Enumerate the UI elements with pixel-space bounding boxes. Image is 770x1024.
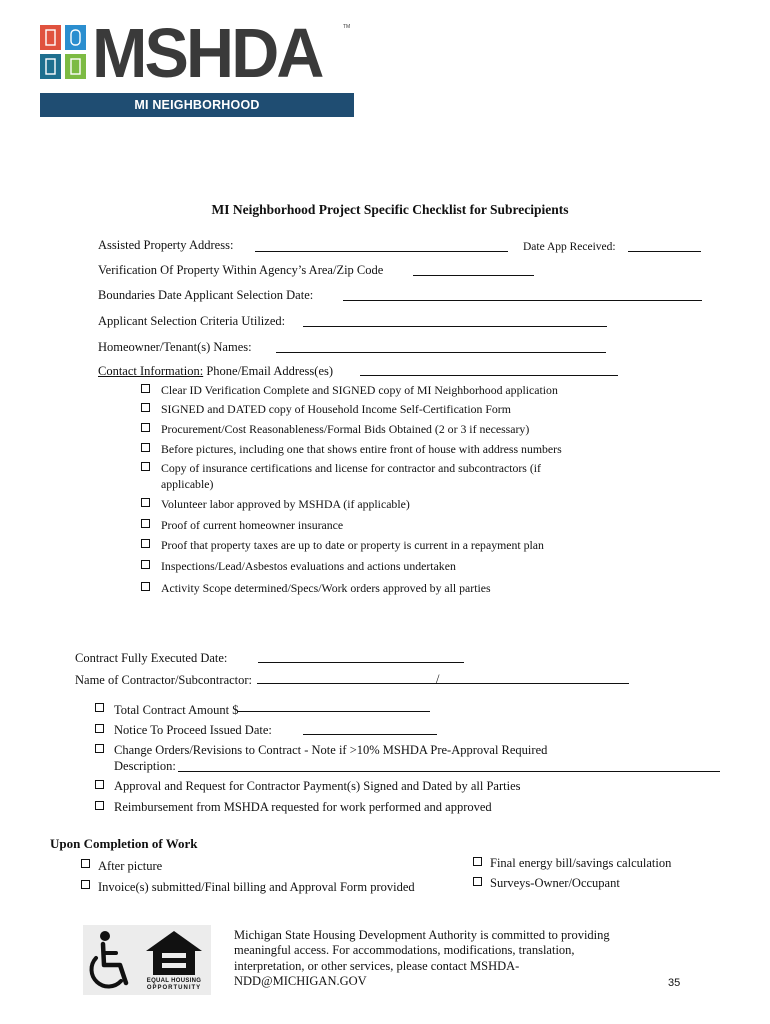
checkbox-reimbursement[interactable]	[95, 801, 104, 810]
invoice-label: Invoice(s) submitted/Final billing and Approval Form provided	[98, 880, 415, 894]
date-app-received-label: Date App Received:	[523, 241, 616, 253]
checkbox-income-cert[interactable]	[141, 403, 150, 412]
item-insurance-certs-cont: applicable)	[161, 477, 214, 491]
contractor-name-line[interactable]	[257, 683, 629, 684]
contact-information-line[interactable]	[360, 375, 618, 376]
completion-heading: Upon Completion of Work	[50, 836, 198, 851]
item-income-cert: SIGNED and DATED copy of Household Income Self-Certification Form	[161, 402, 511, 416]
assisted-property-address-label: Assisted Property Address:	[98, 238, 234, 252]
total-contract-label: Total Contract Amount $	[114, 703, 239, 717]
homeowner-names-label: Homeowner/Tenant(s) Names:	[98, 340, 252, 354]
selection-criteria-label: Applicant Selection Criteria Utilized:	[98, 314, 286, 328]
checkbox-surveys[interactable]	[473, 877, 482, 886]
equal-housing-logo	[137, 925, 211, 995]
assisted-property-address-line[interactable]	[255, 251, 508, 252]
item-activity-scope: Activity Scope determined/Specs/Work orders approved by all parties	[161, 581, 491, 595]
checkbox-property-taxes[interactable]	[141, 539, 150, 548]
wheelchair-accessibility-icon	[83, 925, 137, 995]
logo-banner-text: MI NEIGHBORHOOD	[134, 98, 260, 112]
contact-information-label	[98, 364, 333, 378]
energy-bill-label: Final energy bill/savings calculation	[490, 856, 672, 870]
description-line[interactable]	[178, 771, 720, 772]
mshda-logo	[40, 14, 356, 118]
change-orders-label: Change Orders/Revisions to Contract - Note if >10% MSHDA Pre-Approval Required	[114, 743, 548, 757]
description-label: Description:	[114, 759, 176, 773]
checkbox-before-pictures[interactable]	[141, 443, 150, 452]
contact-information-detail: Phone/Email Address(es)	[203, 364, 334, 378]
equal-housing-text-2: OPPORTUNITY	[146, 985, 202, 991]
checkbox-inspections[interactable]	[141, 560, 150, 569]
total-contract-line[interactable]	[238, 711, 430, 712]
page-number: 35	[668, 977, 681, 989]
item-insurance-certs: Copy of insurance certifications and license for contractor and subcontractors (if	[161, 461, 541, 475]
date-app-received-line[interactable]	[628, 251, 701, 252]
equal-housing-house-icon	[144, 929, 204, 977]
checkbox-change-orders[interactable]	[95, 744, 104, 753]
footer-notice-line-2: meaningful access. For accommodations, modifications, translation,	[234, 943, 575, 957]
page-title: MI Neighborhood Project Specific Checklist for Subrecipients	[211, 202, 569, 217]
logo-door-icons	[40, 25, 86, 79]
verification-line[interactable]	[413, 275, 534, 276]
logo-wordmark: MSHDA	[92, 14, 322, 92]
footer-contact-email[interactable]: NDD@MICHIGAN.GOV	[234, 974, 367, 988]
item-homeowner-insurance: Proof of current homeowner insurance	[161, 518, 344, 532]
item-clear-id: Clear ID Verification Complete and SIGNED copy of MI Neighborhood application	[161, 383, 558, 397]
notice-to-proceed-label: Notice To Proceed Issued Date:	[114, 723, 272, 737]
item-procurement: Procurement/Cost Reasonableness/Formal Bids Obtained (2 or 3 if necessary)	[161, 422, 530, 436]
logo-trademark: TM	[343, 24, 351, 30]
checkbox-energy-bill[interactable]	[473, 857, 482, 866]
contractor-slash: /	[436, 672, 440, 686]
equal-housing-text-1: EQUAL HOUSING	[146, 978, 202, 984]
item-before-pictures: Before pictures, including one that shows entire front of house with address numbers	[161, 442, 562, 456]
selection-criteria-line[interactable]	[303, 326, 607, 327]
contractor-name-label: Name of Contractor/Subcontractor:	[75, 673, 253, 687]
checkbox-procurement[interactable]	[141, 423, 150, 432]
item-inspections: Inspections/Lead/Asbestos evaluations and actions undertaken	[161, 559, 456, 573]
checkbox-approval-request[interactable]	[95, 780, 104, 789]
logo-banner	[40, 93, 354, 117]
checkbox-activity-scope[interactable]	[141, 582, 150, 591]
footer-notice-line-3: interpretation, or other services, please contact MSHDA-	[234, 959, 520, 973]
checkbox-invoice[interactable]	[81, 880, 90, 889]
footer-notice-line-1: Michigan State Housing Development Authority is committed to providing	[234, 928, 610, 942]
approval-request-label: Approval and Request for Contractor Payment(s) Signed and Dated by all Parties	[114, 779, 521, 793]
contract-executed-label: Contract Fully Executed Date:	[75, 651, 228, 665]
checkbox-notice-to-proceed[interactable]	[95, 724, 104, 733]
checkbox-insurance-certs[interactable]	[141, 462, 150, 471]
item-volunteer-labor: Volunteer labor approved by MSHDA (if applicable)	[161, 497, 410, 511]
verification-label: Verification Of Property Within Agency’s Area/Zip Code	[98, 263, 384, 277]
item-property-taxes: Proof that property taxes are up to date or property is current in a repayment plan	[161, 538, 544, 552]
checkbox-after-picture[interactable]	[81, 859, 90, 868]
contact-information-heading: Contact Information:	[98, 364, 204, 378]
homeowner-names-line[interactable]	[276, 352, 606, 353]
checkbox-volunteer-labor[interactable]	[141, 498, 150, 507]
surveys-label: Surveys-Owner/Occupant	[490, 876, 620, 890]
reimbursement-label: Reimbursement from MSHDA requested for work performed and approved	[114, 800, 492, 814]
checkbox-clear-id[interactable]	[141, 384, 150, 393]
checkbox-total-contract[interactable]	[95, 703, 104, 712]
notice-to-proceed-line[interactable]	[303, 734, 437, 735]
contract-executed-line[interactable]	[258, 662, 464, 663]
boundaries-line[interactable]	[343, 300, 702, 301]
boundaries-label: Boundaries Date Applicant Selection Date:	[98, 288, 314, 302]
checkbox-homeowner-insurance[interactable]	[141, 519, 150, 528]
after-picture-label: After picture	[98, 859, 163, 873]
